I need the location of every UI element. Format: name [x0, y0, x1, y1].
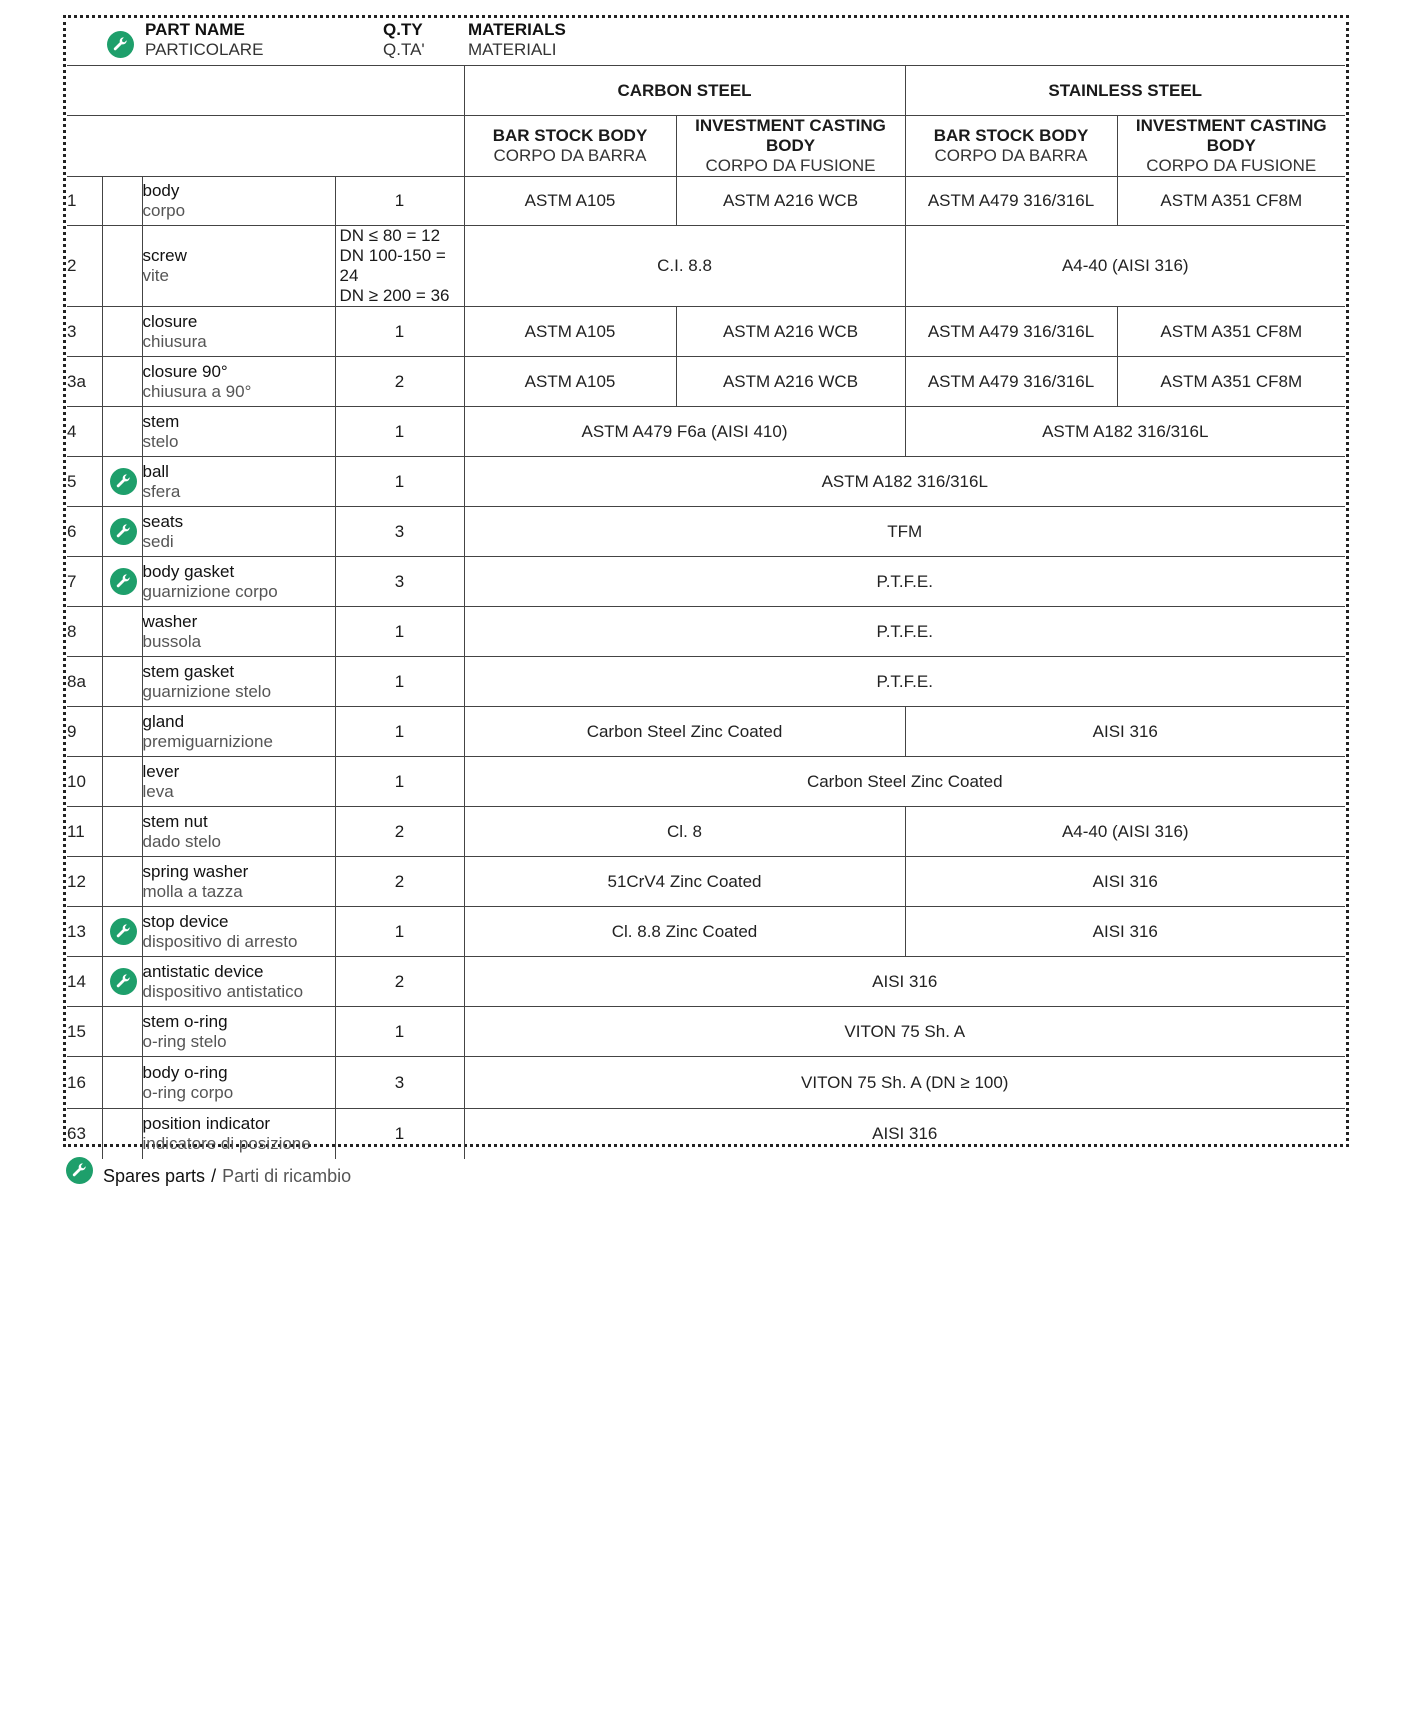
material-cell: ASTM A105 — [464, 307, 676, 357]
part-name-en: stem nut — [142, 811, 208, 831]
row-number: 13 — [67, 907, 102, 957]
row-number: 8 — [67, 607, 102, 657]
spare-part-cell — [102, 307, 142, 357]
spare-part-cell — [102, 1057, 142, 1109]
wrench-icon — [110, 918, 137, 945]
material-cell: ASTM A216 WCB — [676, 177, 905, 226]
quantity-cell: 1 — [335, 657, 464, 707]
part-name-it: bussola — [142, 631, 202, 651]
part-name-cell — [142, 1109, 335, 1159]
material-cell: ASTM A479 316/316L — [905, 307, 1117, 357]
quantity-cell: 3 — [335, 507, 464, 557]
part-name-cell — [142, 1057, 335, 1109]
stainless-casting-header: INVESTMENT CASTING BODY CORPO DA FUSIONE — [1117, 116, 1345, 177]
part-name-it: premiguarnizione — [142, 731, 273, 751]
part-name-en: gland — [142, 711, 185, 731]
part-name-cell — [142, 557, 335, 607]
spare-part-cell — [102, 177, 142, 226]
part-name-en: stop device — [142, 911, 229, 931]
part-name-en: closure — [142, 311, 198, 331]
part-name-it: dado stelo — [142, 831, 221, 851]
quantity-cell: 1 — [335, 1109, 464, 1159]
row-number: 12 — [67, 857, 102, 907]
quantity-cell: 1 — [335, 907, 464, 957]
part-name-en: screw — [142, 246, 187, 265]
part-name-it: o-ring corpo — [142, 1082, 234, 1102]
row-number: 16 — [67, 1057, 102, 1109]
row-number: 1 — [67, 177, 102, 226]
material-cell: ASTM A479 316/316L — [905, 177, 1117, 226]
quantity-cell: 3 — [335, 557, 464, 607]
row-number: 6 — [67, 507, 102, 557]
part-name-it: guarnizione corpo — [142, 581, 278, 601]
material-cell: A4-40 (AISI 316) — [905, 226, 1345, 307]
spare-part-cell — [102, 407, 142, 457]
part-name-en: stem gasket — [142, 661, 235, 681]
stainless-steel-header: STAINLESS STEEL — [905, 66, 1345, 116]
row-number: 9 — [67, 707, 102, 757]
materials-header — [468, 20, 566, 60]
material-cell: ASTM A351 CF8M — [1117, 357, 1345, 407]
carbon-casting-header: INVESTMENT CASTING BODY CORPO DA FUSIONE — [676, 116, 905, 177]
part-name-it: sedi — [142, 531, 174, 551]
part-name-en: lever — [142, 761, 180, 781]
material-cell: AISI 316 — [905, 707, 1345, 757]
material-cell: ASTM A105 — [464, 357, 676, 407]
legend-separator: / — [211, 1166, 217, 1186]
wrench-icon — [66, 1157, 93, 1184]
table-row — [67, 457, 1345, 507]
part-name-cell — [142, 407, 335, 457]
part-name-it: indicatore di posizione — [142, 1133, 311, 1153]
part-name-en: stem — [142, 411, 180, 431]
part-name-cell — [142, 307, 335, 357]
qty-it: Q.TA' — [383, 40, 425, 59]
part-name-en: spring washer — [142, 861, 249, 881]
material-cell: ASTM A351 CF8M — [1117, 177, 1345, 226]
part-name-en: body gasket — [142, 561, 235, 581]
part-name-cell — [142, 457, 335, 507]
table-row — [67, 757, 1345, 807]
spare-part-cell — [102, 857, 142, 907]
part-name-en: stem o-ring — [142, 1011, 228, 1031]
table-row — [67, 407, 1345, 457]
part-name-cell — [142, 657, 335, 707]
part-name-en: seats — [142, 511, 184, 531]
material-cell: 51CrV4 Zinc Coated — [464, 857, 905, 907]
material-cell: ASTM A351 CF8M — [1117, 307, 1345, 357]
material-cell: ASTM A216 WCB — [676, 307, 905, 357]
wrench-icon — [110, 568, 137, 595]
row-number: 3a — [67, 357, 102, 407]
wrench-icon — [110, 468, 137, 495]
table-row — [67, 907, 1345, 957]
part-name-en: body — [142, 181, 180, 200]
wrench-icon — [110, 518, 137, 545]
part-name-cell — [142, 607, 335, 657]
quantity-line: DN ≥ 200 = 36 — [339, 286, 450, 305]
row-number: 11 — [67, 807, 102, 857]
part-name-cell — [142, 857, 335, 907]
part-name-it: sfera — [142, 481, 181, 501]
part-name-en: washer — [142, 611, 198, 631]
spare-part-cell — [102, 1109, 142, 1159]
table-row — [67, 226, 1345, 307]
part-name-cell — [142, 357, 335, 407]
part-name-header — [145, 20, 263, 60]
row-number: 3 — [67, 307, 102, 357]
carbon-bar-stock-header: BAR STOCK BODY CORPO DA BARRA — [464, 116, 676, 177]
material-cell: TFM — [464, 507, 1345, 557]
part-name-en: position indicator — [142, 1113, 271, 1133]
material-cell: VITON 75 Sh. A (DN ≥ 100) — [464, 1057, 1345, 1109]
table-row — [67, 807, 1345, 857]
row-number: 63 — [67, 1109, 102, 1159]
spare-part-cell — [102, 557, 142, 607]
material-cell: VITON 75 Sh. A — [464, 1007, 1345, 1057]
material-cell: ASTM A182 316/316L — [464, 457, 1345, 507]
table-row — [67, 1007, 1345, 1057]
material-cell: P.T.F.E. — [464, 657, 1345, 707]
row-number: 5 — [67, 457, 102, 507]
wrench-icon — [107, 31, 134, 58]
quantity-cell: 2 — [335, 357, 464, 407]
quantity-cell: 1 — [335, 177, 464, 226]
material-cell: ASTM A479 F6a (AISI 410) — [464, 407, 905, 457]
qty-en: Q.TY — [383, 20, 423, 39]
material-cell: AISI 316 — [905, 857, 1345, 907]
material-cell: ASTM A479 316/316L — [905, 357, 1117, 407]
legend-label-it: Parti di ricambio — [222, 1166, 352, 1186]
spare-part-cell — [102, 457, 142, 507]
part-name-it: molla a tazza — [142, 881, 243, 901]
part-name-it: corpo — [142, 201, 186, 220]
part-name-it: chiusura a 90° — [142, 381, 252, 401]
part-name-it: PARTICOLARE — [145, 40, 264, 59]
material-cell: Cl. 8 — [464, 807, 905, 857]
spare-part-cell — [102, 1007, 142, 1057]
table-row — [67, 957, 1345, 1007]
quantity-cell: 2 — [335, 857, 464, 907]
material-cell: AISI 316 — [464, 1109, 1345, 1159]
part-name-it: leva — [142, 781, 174, 801]
material-cell: AISI 316 — [464, 957, 1345, 1007]
spare-part-cell — [102, 757, 142, 807]
material-cell: Cl. 8.8 Zinc Coated — [464, 907, 905, 957]
part-name-cell — [142, 807, 335, 857]
spare-part-cell — [102, 707, 142, 757]
part-name-cell — [142, 757, 335, 807]
table-row — [67, 707, 1345, 757]
quantity-cell: 1 — [335, 457, 464, 507]
row-number: 10 — [67, 757, 102, 807]
part-name-it: stelo — [142, 431, 179, 451]
row-number: 15 — [67, 1007, 102, 1057]
table-row — [67, 607, 1345, 657]
quantity-cell: 1 — [335, 1007, 464, 1057]
part-name-it: o-ring stelo — [142, 1031, 227, 1051]
table-row — [67, 1109, 1345, 1159]
part-name-cell — [142, 226, 335, 307]
row-number: 2 — [67, 226, 102, 307]
table-row — [67, 307, 1345, 357]
part-name-cell — [142, 707, 335, 757]
spare-part-cell — [102, 807, 142, 857]
material-cell: Carbon Steel Zinc Coated — [464, 757, 1345, 807]
material-cell: C.I. 8.8 — [464, 226, 905, 307]
part-name-cell — [142, 907, 335, 957]
table-row — [67, 1057, 1345, 1109]
part-name-cell — [142, 507, 335, 557]
quantity-cell: 2 — [335, 957, 464, 1007]
material-cell: P.T.F.E. — [464, 557, 1345, 607]
material-cell: Carbon Steel Zinc Coated — [464, 707, 905, 757]
table-row — [67, 357, 1345, 407]
materials-it: MATERIALI — [468, 40, 557, 59]
spare-part-cell — [102, 907, 142, 957]
group-header-row — [67, 66, 1345, 116]
part-name-en: PART NAME — [145, 20, 245, 39]
part-name-it: guarnizione stelo — [142, 681, 272, 701]
sub-header-row — [67, 116, 1345, 177]
carbon-steel-header: CARBON STEEL — [464, 66, 905, 116]
part-name-it: chiusura — [142, 331, 207, 351]
part-name-en: antistatic device — [142, 961, 264, 981]
quantity-cell — [335, 226, 464, 307]
stainless-bar-stock-header: BAR STOCK BODY CORPO DA BARRA — [905, 116, 1117, 177]
table-row — [67, 177, 1345, 226]
table-row — [67, 507, 1345, 557]
material-cell: A4-40 (AISI 316) — [905, 807, 1345, 857]
part-name-en: body o-ring — [142, 1062, 228, 1082]
quantity-cell: 1 — [335, 407, 464, 457]
spare-part-cell — [102, 357, 142, 407]
spare-part-cell — [102, 607, 142, 657]
part-name-en: ball — [142, 461, 169, 481]
quantity-line: DN 100-150 = 24 — [339, 246, 446, 285]
spare-part-cell — [102, 957, 142, 1007]
row-number: 14 — [67, 957, 102, 1007]
material-cell: ASTM A216 WCB — [676, 357, 905, 407]
part-name-it: dispositivo antistatico — [142, 981, 304, 1001]
qty-header — [383, 20, 425, 60]
material-cell: ASTM A182 316/316L — [905, 407, 1345, 457]
part-name-cell — [142, 177, 335, 226]
spare-part-cell — [102, 657, 142, 707]
table-row — [67, 657, 1345, 707]
quantity-cell: 1 — [335, 757, 464, 807]
part-name-cell — [142, 957, 335, 1007]
parts-table — [67, 65, 1345, 1159]
legend — [66, 1163, 351, 1190]
spare-part-cell — [102, 507, 142, 557]
material-cell: ASTM A105 — [464, 177, 676, 226]
quantity-cell: 1 — [335, 307, 464, 357]
table-row — [67, 857, 1345, 907]
legend-label-en: Spares parts — [103, 1166, 206, 1186]
part-name-en: closure 90° — [142, 361, 228, 381]
wrench-icon — [110, 968, 137, 995]
material-cell: P.T.F.E. — [464, 607, 1345, 657]
quantity-cell: 2 — [335, 807, 464, 857]
spare-part-cell — [102, 226, 142, 307]
table-row — [67, 557, 1345, 607]
row-number: 8a — [67, 657, 102, 707]
row-number: 4 — [67, 407, 102, 457]
materials-en: MATERIALS — [468, 20, 566, 39]
material-cell: AISI 316 — [905, 907, 1345, 957]
row-number: 7 — [67, 557, 102, 607]
quantity-cell: 3 — [335, 1057, 464, 1109]
part-name-it: dispositivo di arresto — [142, 931, 298, 951]
quantity-line: DN ≤ 80 = 12 — [339, 226, 441, 245]
part-name-it: vite — [142, 266, 169, 285]
part-name-cell — [142, 1007, 335, 1057]
quantity-cell: 1 — [335, 707, 464, 757]
quantity-cell: 1 — [335, 607, 464, 657]
